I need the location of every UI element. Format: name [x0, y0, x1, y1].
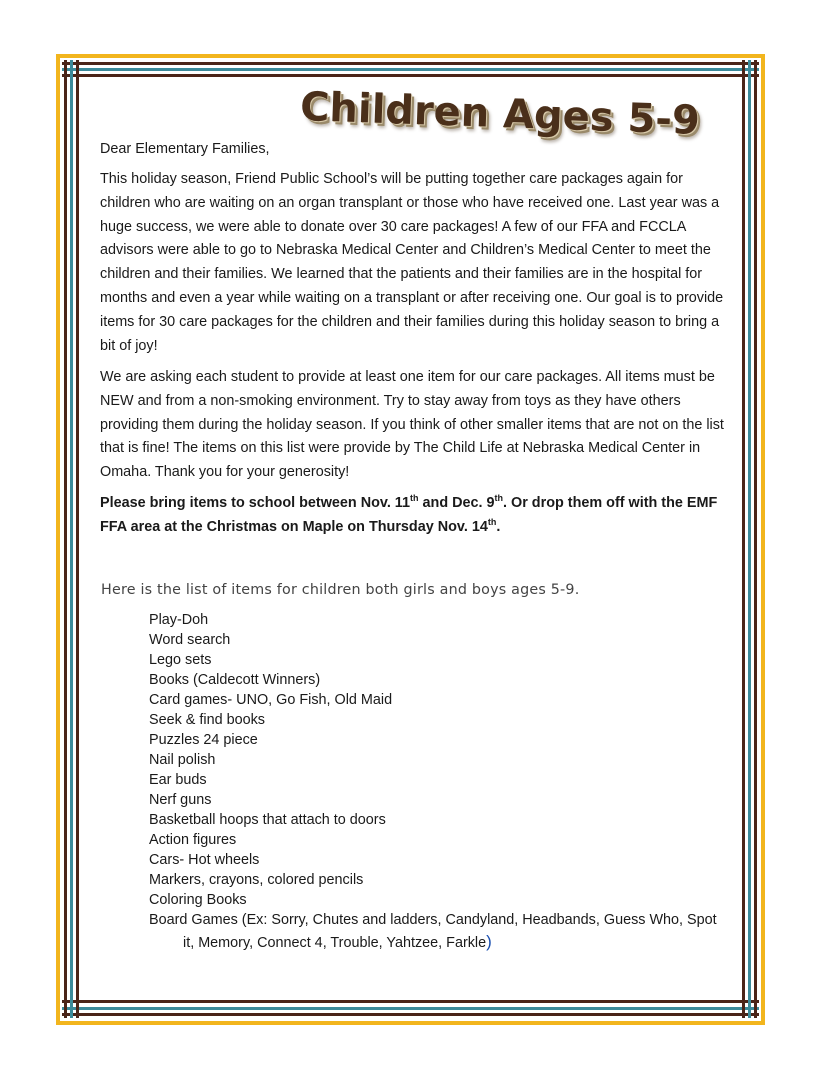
list-item: Play-Doh: [149, 612, 209, 628]
list-item: Ear buds: [149, 772, 207, 788]
dropoff-text-2: and Dec. 9: [418, 495, 495, 511]
board-games-line-2-text: it, Memory, Connect 4, Trouble, Yahtzee, Farkle: [183, 935, 487, 951]
board-games-line-1: Board Games (Ex: Sorry, Chutes and ladders, Candyland, Headbands, Guess Who, Spot: [149, 912, 717, 928]
dropoff-text-4: .: [496, 518, 501, 535]
item-list: [149, 610, 749, 955]
list-item: Word search: [149, 632, 231, 648]
list-item: Puzzles 24 piece: [149, 732, 258, 748]
list-item: Action figures: [149, 832, 237, 848]
list-item: Basketball hoops that attach to doors: [149, 812, 386, 828]
paragraph-request: We are asking each student to provide at least one item for our care packages. All items must be NEW and from a non-smoking environment. Try to stay away from toys as they have others providing them during the holiday season. If you think of other smaller items that are not on the list that is fine! The items on this list were provide by The Child Life at Nebraska Medical Center in Omaha. Thank you for your generosity!: [100, 369, 724, 481]
board-games-line-2: [149, 930, 749, 955]
list-intro: Here is the list of items for children both girls and boys ages 5-9.: [101, 582, 580, 598]
list-item: Coloring Books: [149, 892, 247, 908]
list-item: Seek & find books: [149, 712, 265, 728]
list-item: Card games- UNO, Go Fish, Old Maid: [149, 692, 393, 708]
list-item: Books (Caldecott Winners): [149, 672, 321, 688]
dropoff-text-1: Please bring items to school between Nov. 11: [100, 495, 411, 511]
dropoff-text-3: . Or drop them off with the EMF FFA area at the Christmas on Maple on Thursday Nov. 14: [100, 495, 718, 535]
dropoff-sup-2: th: [494, 493, 504, 504]
dropoff-instructions: [100, 492, 728, 540]
closing-paren: ): [486, 932, 492, 951]
greeting: Dear Elementary Families,: [100, 141, 270, 157]
list-item: Nail polish: [149, 752, 216, 768]
page-title: Children Ages 5-9: [299, 84, 701, 144]
list-item: Lego sets: [149, 652, 212, 668]
list-item: Nerf guns: [149, 792, 212, 808]
list-item-board-games: [149, 910, 749, 955]
paragraph-intro: This holiday season, Friend Public School’s will be putting together care packages again for children who are waiting on an organ transplant or those who have received one. Last year was a huge success, we were able to donate over 30 care packages! A few of our FFA and FCCLA advisors were able to go to Nebraska Medical Center and Children’s Medical Center to meet the children and their families. We learned that the patients and their families are in the hospital for months and even a year while waiting on a transplant or after receiving one. Our goal is to provide items for 30 care packages for the children and their families during this holiday season to bring a bit of joy!: [100, 171, 724, 354]
list-item: Cars- Hot wheels: [149, 852, 260, 868]
dropoff-sup-1: th: [410, 493, 419, 504]
list-item: Markers, crayons, colored pencils: [149, 872, 364, 888]
dropoff-sup-3: th: [487, 517, 497, 527]
